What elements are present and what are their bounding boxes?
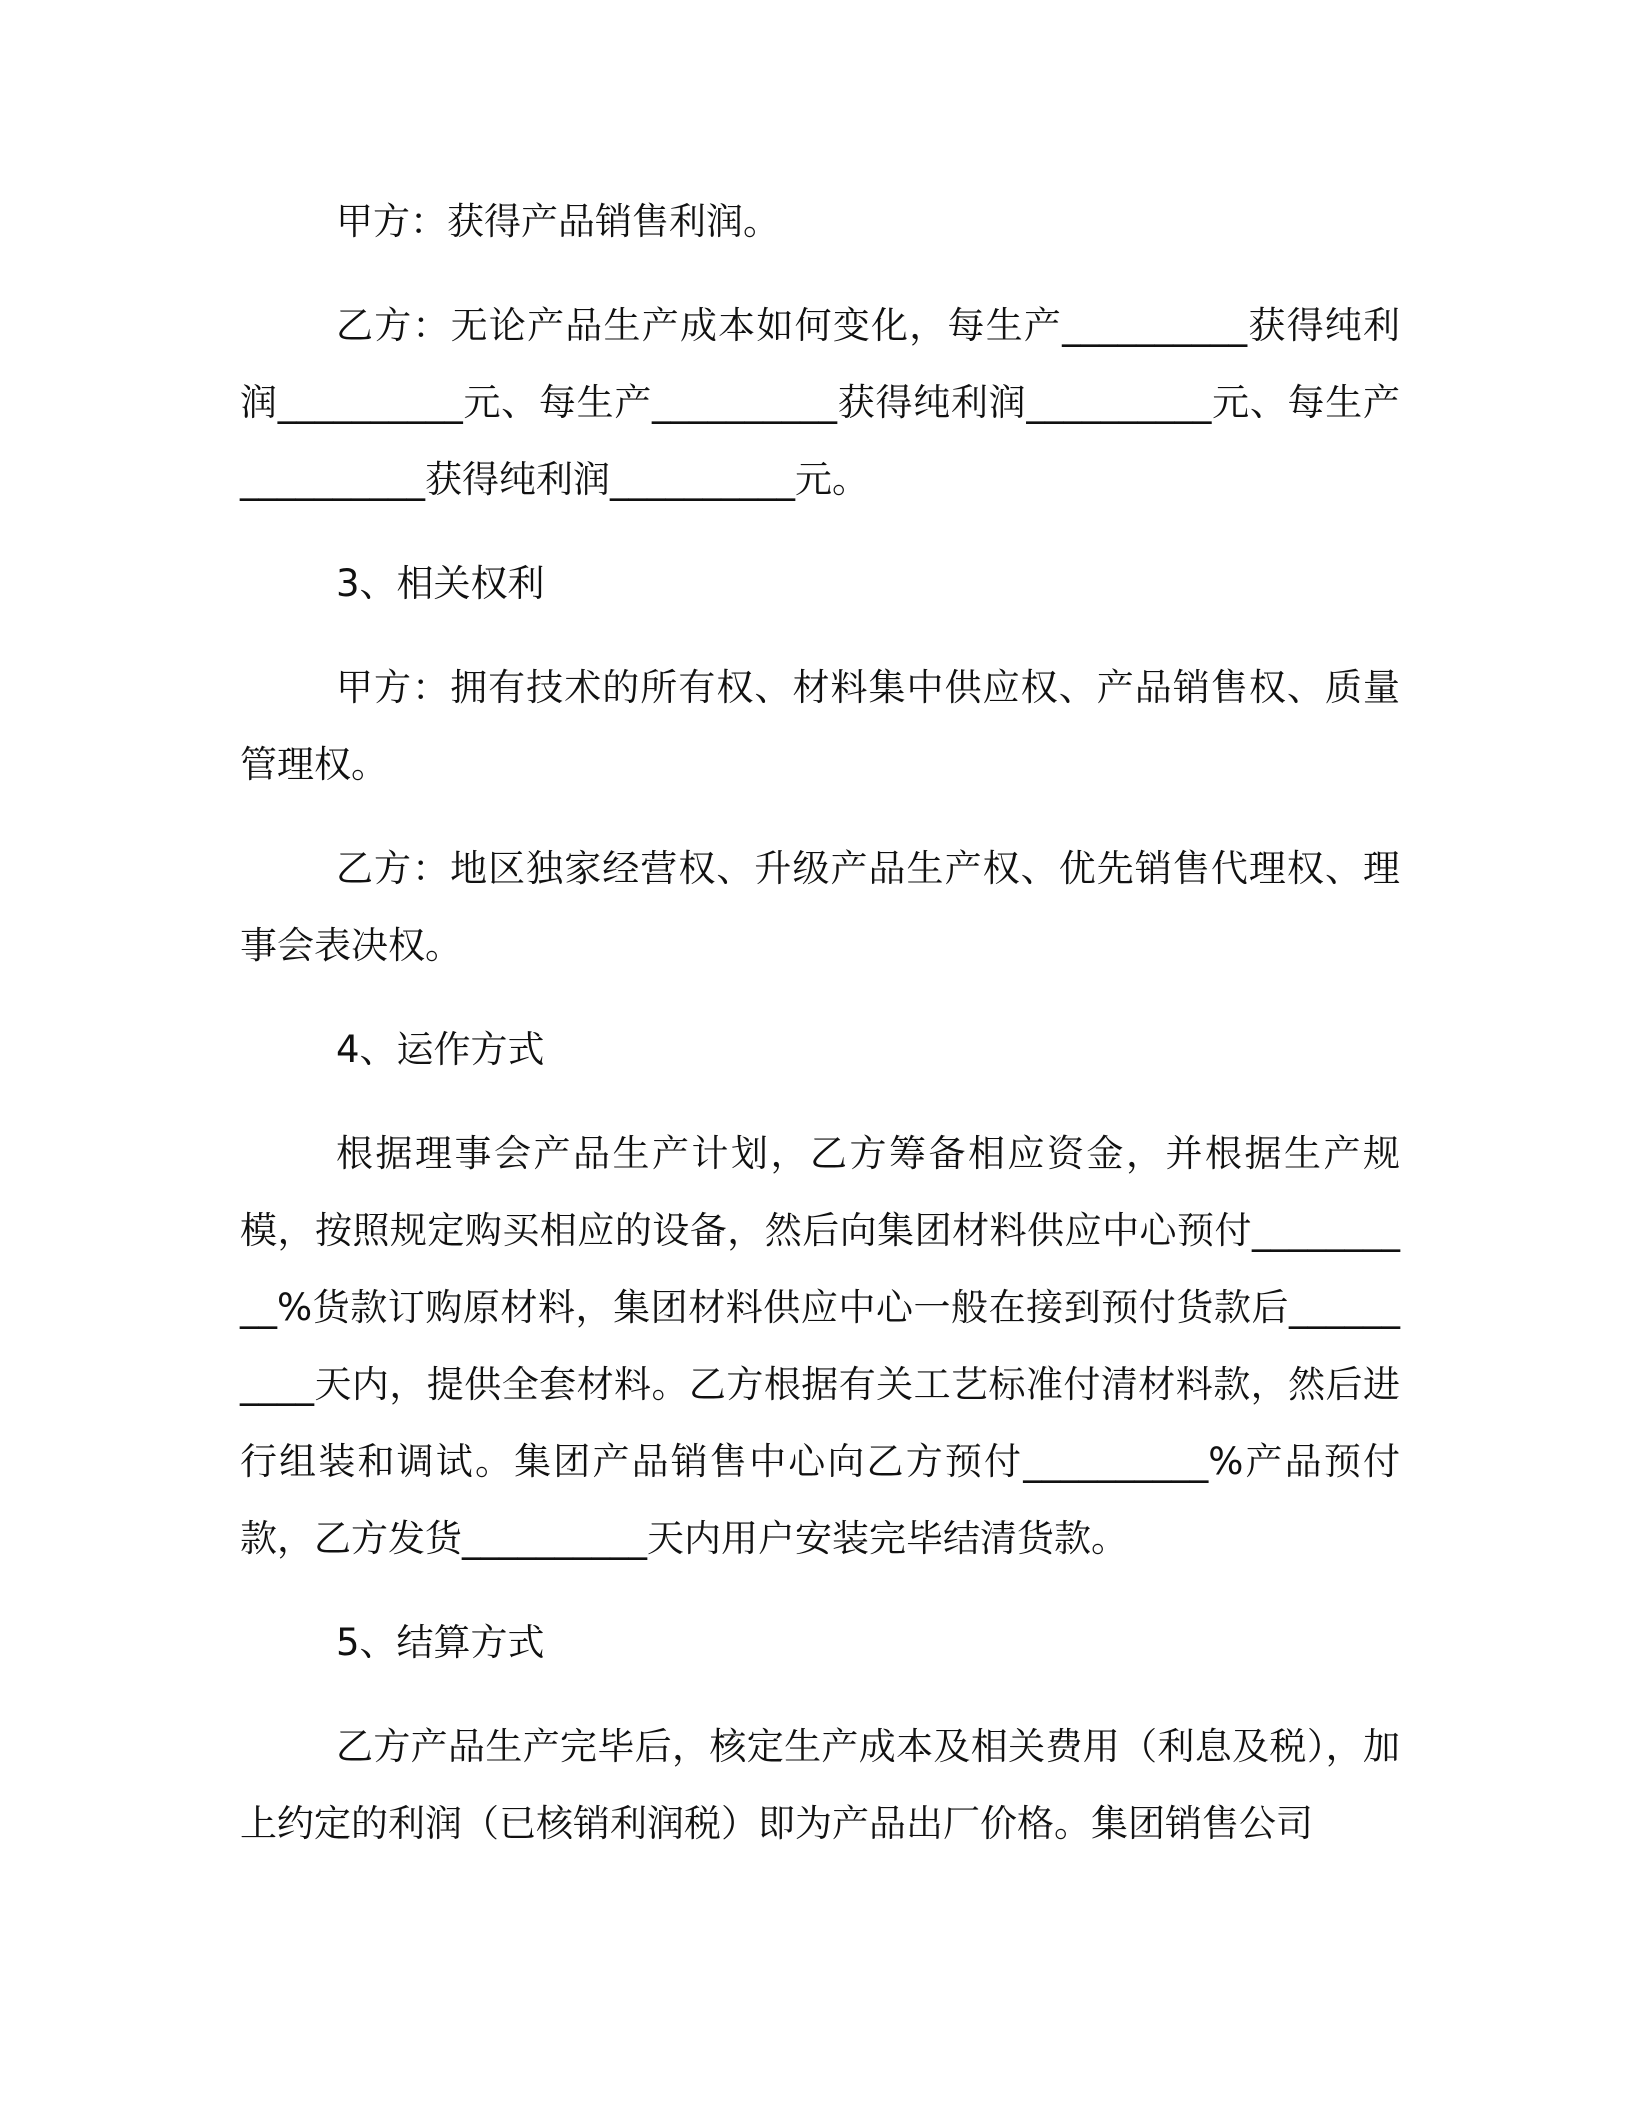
section-heading-rights: 3、相关权利 [336, 562, 545, 605]
paragraph-party-a-profit: 甲方：获得产品销售利润。 [336, 200, 780, 243]
section-heading-operation: 4、运作方式 [336, 1028, 545, 1071]
paragraph-party-b-rights: 乙方：地区独家经营权、升级产品生产权、优先销售代理权、理事会表决权。 [240, 847, 1400, 967]
document-body [240, 183, 1400, 1862]
paragraph-party-a-rights: 甲方：拥有技术的所有权、材料集中供应权、产品销售权、质量管理权。 [240, 666, 1400, 786]
paragraph-settlement: 乙方产品生产完毕后，核定生产成本及相关费用（利息及税），加上约定的利润（已核销利润税）即为产品出厂价格。集团销售公司 [240, 1725, 1400, 1845]
paragraph-party-b-profit: 乙方：无论产品生产成本如何变化，每生产__________获得纯利润__________元、每生产__________获得纯利润__________元、每生产__________获得纯利润__________元。 [240, 304, 1400, 501]
section-heading-settlement: 5、结算方式 [336, 1621, 545, 1664]
paragraph-operation: 根据理事会产品生产计划，乙方筹备相应资金，并根据生产规模，按照规定购买相应的设备，然后向集团材料供应中心预付__________%货款订购原材料，集团材料供应中心一般在接到预付货款后__________天内，提供全套材料。乙方根据有关工艺标准付清材料款，然后进行组装和调试。集团产品销售中心向乙方预付__________%产品预付款，乙方发货__________天内用户安装完毕结清货款。 [240, 1132, 1400, 1560]
